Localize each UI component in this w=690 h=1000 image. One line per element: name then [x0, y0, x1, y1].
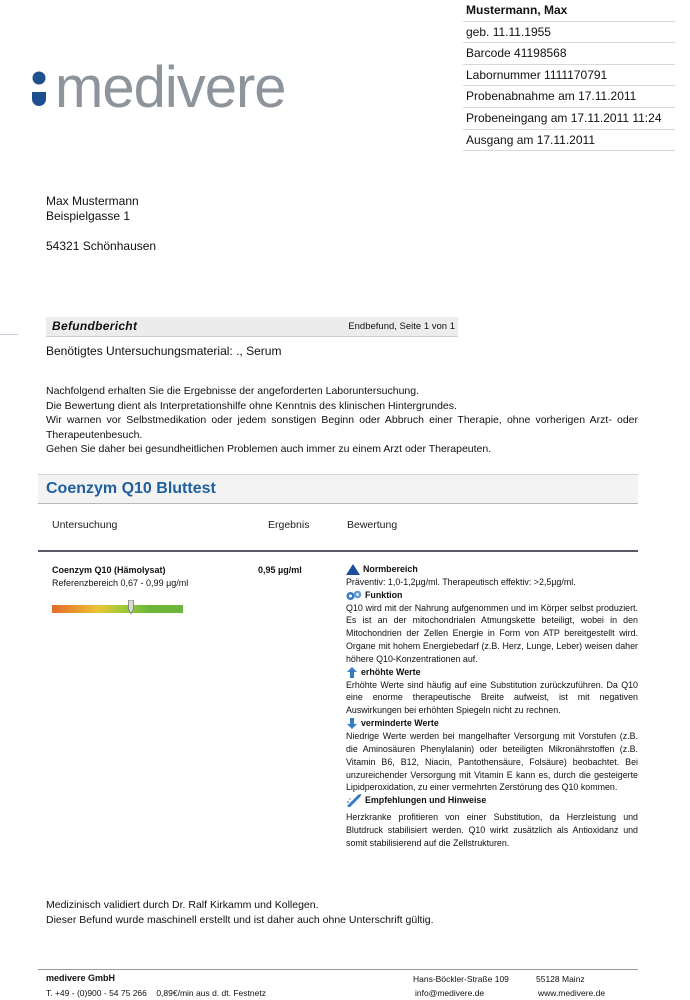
funktion-heading — [346, 589, 638, 602]
lab-number: Labornummer 1111170791 — [463, 65, 675, 87]
column-header-result: Ergebnis — [268, 519, 310, 531]
medivere-logo — [30, 58, 370, 118]
funktion-title: Funktion — [365, 589, 403, 600]
syringe-icon — [346, 794, 362, 807]
empfehlung-text: Herzkranke profitieren von einer Substitution, da Herzleistung und Blutdruck stabilisiert werden. Q10 wirkt zusätzlich als Antioxidanz und somit stabilisierend auf die Zellstrukturen. — [346, 812, 638, 848]
validation-note — [46, 898, 434, 927]
report-status: Endbefund, Seite 1 von 1 — [348, 321, 455, 332]
erhoeht-title: erhöhte Werte — [361, 666, 421, 677]
footer-street: Hans-Böckler-Straße 109 — [413, 974, 509, 984]
result-marker-icon — [128, 600, 134, 614]
triangle-up-icon — [346, 564, 360, 575]
footer-phone: T. +49 - (0)900 - 54 75 266 0,89€/min aus d. dt. Festnetz — [46, 988, 266, 998]
footer-website[interactable]: www.medivere.de — [538, 988, 606, 998]
intro-line: Gehen Sie daher bei gesundheitlichen Problemen auch immer zu einem Arzt oder Therapeuten. — [46, 443, 492, 456]
column-header-test: Untersuchung — [52, 519, 118, 531]
validation-line: Medizinisch validiert durch Dr. Ralf Kirkamm und Kollegen. — [46, 899, 319, 911]
output-date: Ausgang am 17.11.2011 — [463, 130, 675, 152]
gears-icon — [346, 590, 362, 601]
vermindert-text: Niedrige Werte werden bei mangelhafter Versorgung mit Vorstufen (z.B. die Aminosäuren Phenylalanin) oder beteiligten Mikronährstoffen (z.B. Vitamin B6, B12, Niacin, Pantothensäure, Folsäure) beobachtet. Bei unzureichender Versorgung mit Vitamin E kann es, durch die gesteigerte Lipidperoxidation, zu einer vermehrten Zerstörung des Q10 kommen. — [346, 730, 638, 793]
normbereich-title: Normbereich — [363, 564, 418, 574]
arrow-up-icon — [346, 667, 358, 678]
footer-divider — [38, 969, 638, 970]
address-name: Max Mustermann — [46, 194, 139, 208]
report-title: Befundbericht — [52, 319, 138, 333]
sample-collection-date: Probenabnahme am 17.11.2011 — [463, 86, 675, 108]
validation-line: Dieser Befund wurde maschinell erstellt und ist daher auch ohne Unterschrift gültig. — [46, 913, 434, 926]
erhoeht-text: Erhöhte Werte sind häufig auf eine Substitution zurückzuführen. Da Q10 eine enorme therapeutische Breite aufweist, ist mit negativen Auswirkungen bei erhöhten Spiegeln nicht zu rechnen. — [346, 679, 638, 716]
logo-wordmark: medivere — [55, 58, 286, 118]
header-divider — [38, 550, 638, 552]
fold-mark — [0, 334, 18, 335]
vermindert-heading — [346, 717, 638, 730]
section-heading — [38, 474, 638, 504]
sample-material: Benötigtes Untersuchungsmaterial: ., Serum — [46, 344, 282, 358]
section-title: Coenzym Q10 Bluttest — [46, 480, 216, 497]
erhoeht-heading — [346, 666, 638, 679]
address-street: Beispielgasse 1 — [46, 209, 131, 223]
report-header-bar — [46, 317, 458, 337]
result-value: 0,95 µg/ml — [258, 565, 302, 575]
test-name: Coenzym Q10 (Hämolysat) — [52, 565, 166, 575]
reference-range: Referenzbereich 0,67 - 0,99 µg/ml — [52, 578, 189, 588]
column-header-rating: Bewertung — [347, 519, 398, 531]
vermindert-title: verminderte Werte — [361, 718, 439, 729]
empfehlung-title: Empfehlungen und Hinweise — [365, 795, 487, 806]
empfehlung-heading — [346, 794, 638, 807]
address-city: 54321 Schönhausen — [46, 239, 157, 253]
rating-panel — [346, 563, 638, 850]
footer-email[interactable]: info@medivere.de — [415, 988, 485, 998]
normbereich-heading — [346, 563, 638, 576]
intro-line: Nachfolgend erhalten Sie die Ergebnisse der angeforderten Laboruntersuchung. — [46, 385, 420, 397]
footer-company: medivere GmbH — [46, 973, 116, 983]
footer-city: 55128 Mainz — [536, 974, 585, 984]
sample-receipt-date: Probeneingang am 17.11.2011 11:24 — [463, 108, 675, 130]
intro-text — [46, 384, 638, 457]
birth-date: geb. 11.11.1955 — [463, 22, 675, 44]
intro-line: Die Bewertung dient als Interpretationshilfe ohne Kenntnis des klinischen Hintergrundes. — [46, 399, 457, 412]
patient-info-table — [463, 0, 675, 151]
patient-name: Mustermann, Max — [463, 0, 675, 22]
arrow-down-icon — [346, 718, 358, 729]
reference-range-bar — [52, 605, 183, 613]
intro-line: Wir warnen vor Selbstmedikation oder jedem sonstigen Beginn oder Abbruch einer Therapie, ohne vorherigen Arzt- oder Therapeutenbesuch. — [46, 414, 638, 441]
barcode: Barcode 41198568 — [463, 43, 675, 65]
funktion-text: Q10 wird mit der Nahrung aufgenommen und im Körper selbst produziert. Es ist an der mitochondrialen Atmungskette beteiligt, wobei in den Mitochondrien der Zellen Energie in Form von ATP bereitgestellt wird. Organe mit hohem Energiebedarf (z.B. Herz, Lunge, Leber) weisen daher höhere Q10-Konzentrationen auf. — [346, 602, 638, 664]
normbereich-text: Präventiv: 1,0-1,2µg/ml. Therapeutisch effektiv: >2,5µg/ml. — [346, 576, 576, 587]
